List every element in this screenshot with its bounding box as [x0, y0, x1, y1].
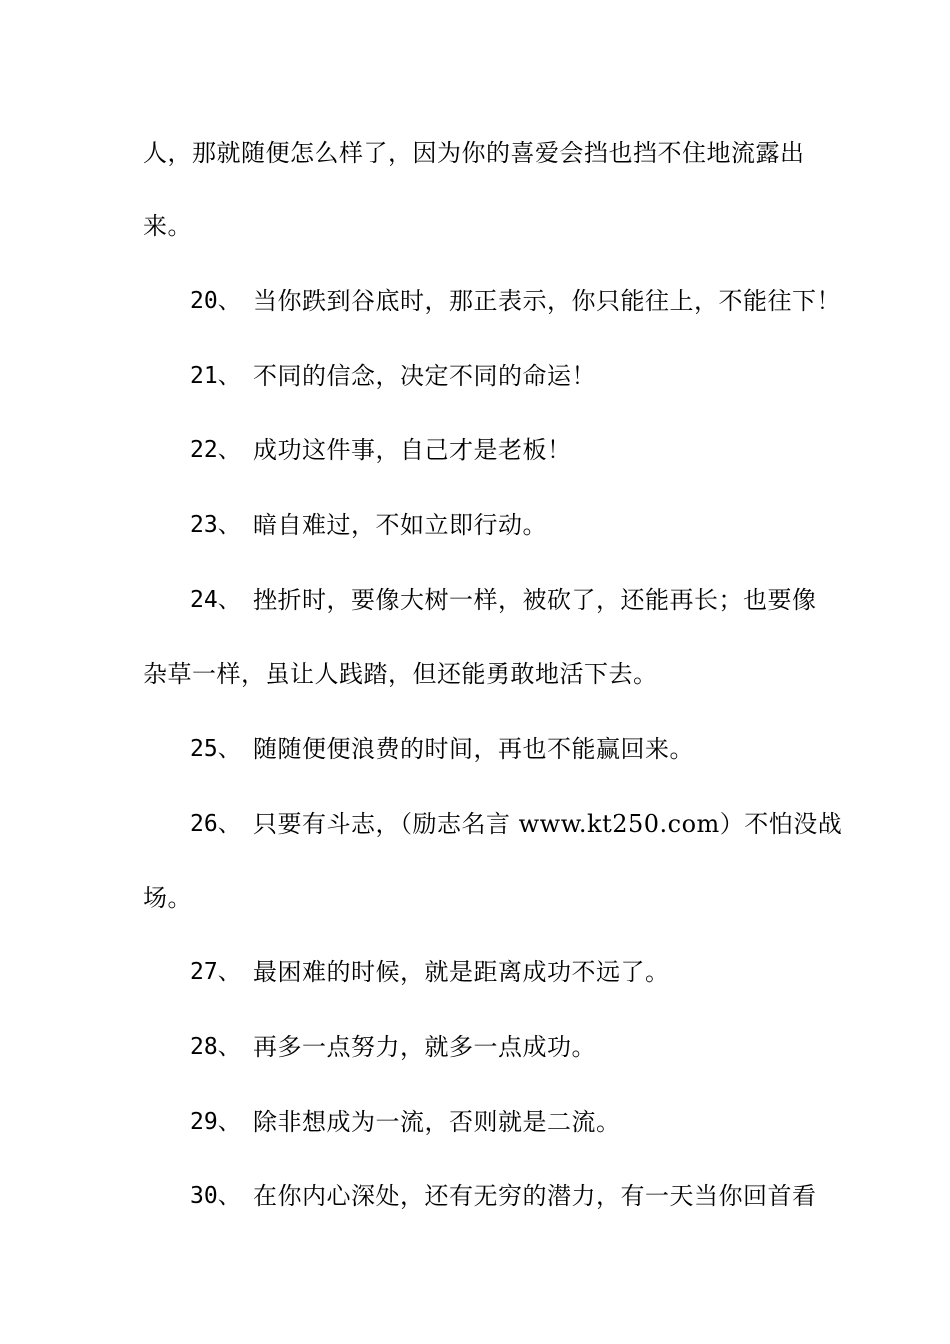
item-number: 29、 — [190, 1109, 241, 1135]
item-text: 暗自难过，不如立即行动。 — [253, 511, 547, 539]
item-text: 再多一点努力，就多一点成功。 — [253, 1033, 596, 1061]
item-text: 只要有斗志，（励志名言 www.kt250.com）不怕没战 — [253, 810, 843, 838]
item-number: 27、 — [190, 959, 241, 985]
item-text: 不同的信念，决定不同的命运！ — [253, 362, 596, 390]
paragraph-line: 人，那就随便怎么样了，因为你的喜爱会挡也挡不住地流露出 — [143, 139, 805, 167]
item-number: 22、 — [190, 437, 241, 463]
item-number: 23、 — [190, 512, 241, 538]
paragraph-line: 来。 — [143, 212, 192, 240]
item-text: 挫折时，要像大树一样，被砍了，还能再长；也要像 — [253, 586, 817, 614]
item-number: 25、 — [190, 736, 241, 762]
item-text: 最困难的时候，就是距离成功不远了。 — [253, 958, 670, 986]
item-number: 28、 — [190, 1034, 241, 1060]
item-number: 24、 — [190, 587, 241, 613]
item-text: 在你内心深处，还有无穷的潜力，有一天当你回首看 — [253, 1182, 817, 1210]
item-text-continuation: 杂草一样，虽让人践踏，但还能勇敢地活下去。 — [143, 660, 658, 688]
item-number: 30、 — [190, 1183, 241, 1209]
item-text: 随随便便浪费的时间，再也不能赢回来。 — [253, 735, 694, 763]
item-text: 成功这件事，自己才是老板！ — [253, 436, 572, 464]
item-text: 当你跌到谷底时，那正表示，你只能往上，不能往下！ — [253, 287, 841, 315]
item-text: 除非想成为一流，否则就是二流。 — [253, 1108, 621, 1136]
item-number: 26、 — [190, 811, 241, 837]
item-number: 21、 — [190, 363, 241, 389]
item-text-continuation: 场。 — [143, 884, 192, 912]
item-number: 20、 — [190, 288, 241, 314]
